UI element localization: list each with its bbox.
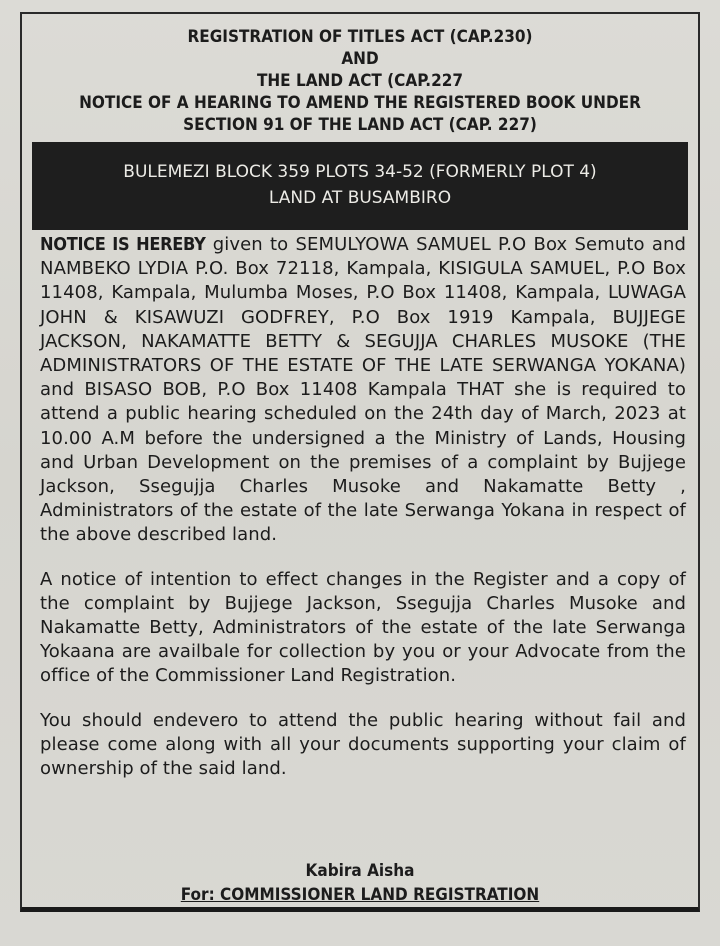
paragraph-notice-text: given to SEMULYOWA SAMUEL P.O Box Semuto and NAMBEKO LYDIA P.O. Box 72118, Kampala, KISIGULA SAMUEL, P.O Box 11408, Kampala, Mulumba Moses, P.O Box 11408, Kampala, LUWAGA JOHN & KISAWUZI GODFREY, P.O Box 1919 Kampala, BUJJEGE JACKSON, NAKAMATTE BETTY & SEGUJJA CHARLES MUSOKE (THE ADMINISTRATORS OF THE ESTATE OF THE LATE SERWANGA YOKANA) and BISASO BOB, P.O Box 11408 Kampala THAT she is required to attend a public hearing scheduled on the 24th day of March, 2023 at 10.00 A.M before the undersigned a the Ministry of Lands, Housing and Urban Development on the premises of a complaint by Bujjege Jackson, Ssegujja Charles Musoke and Nakamatte Betty , Administrators of the estate of the late Serwanga Yokana in respect of the above described land. bbox=[40, 234, 686, 546]
paragraph-attend: You should endevero to attend the public hearing without fail and please come along with all your documents supporting your claim of ownership of the said land. bbox=[40, 709, 686, 780]
notice-body bbox=[40, 233, 686, 801]
banner-line-block: BULEMEZI BLOCK 359 PLOTS 34-52 (FORMERLY PLOT 4) bbox=[123, 162, 597, 182]
notice-header bbox=[20, 26, 700, 136]
signature-block bbox=[20, 859, 700, 907]
header-line-land-act: THE LAND ACT (CAP.227 bbox=[256, 71, 464, 91]
header-line-act: REGISTRATION OF TITLES ACT (CAP.230) bbox=[187, 27, 533, 47]
paragraph-notice bbox=[40, 233, 686, 548]
banner-line-location: LAND AT BUSAMBIRO bbox=[268, 188, 452, 208]
property-banner bbox=[32, 142, 688, 230]
header-line-notice: NOTICE OF A HEARING TO AMEND THE REGISTERED BOOK UNDER bbox=[79, 93, 641, 113]
signatory-name: Kabira Aisha bbox=[305, 861, 415, 881]
header-line-and: AND bbox=[341, 49, 379, 69]
paragraph-lead: NOTICE IS HEREBY bbox=[40, 234, 206, 255]
signatory-role: For: COMMISSIONER LAND REGISTRATION bbox=[180, 885, 540, 905]
header-line-section: SECTION 91 OF THE LAND ACT (CAP. 227) bbox=[183, 115, 537, 135]
paragraph-intention: A notice of intention to effect changes in the Register and a copy of the complaint by Bujjege Jackson, Ssegujja Charles Musoke and Nakamatte Betty, Administrators of the estate of the late Serwanga Yokaana are availbale for collection by you or your Advocate from the office of the Commissioner Land Registration. bbox=[40, 568, 686, 687]
